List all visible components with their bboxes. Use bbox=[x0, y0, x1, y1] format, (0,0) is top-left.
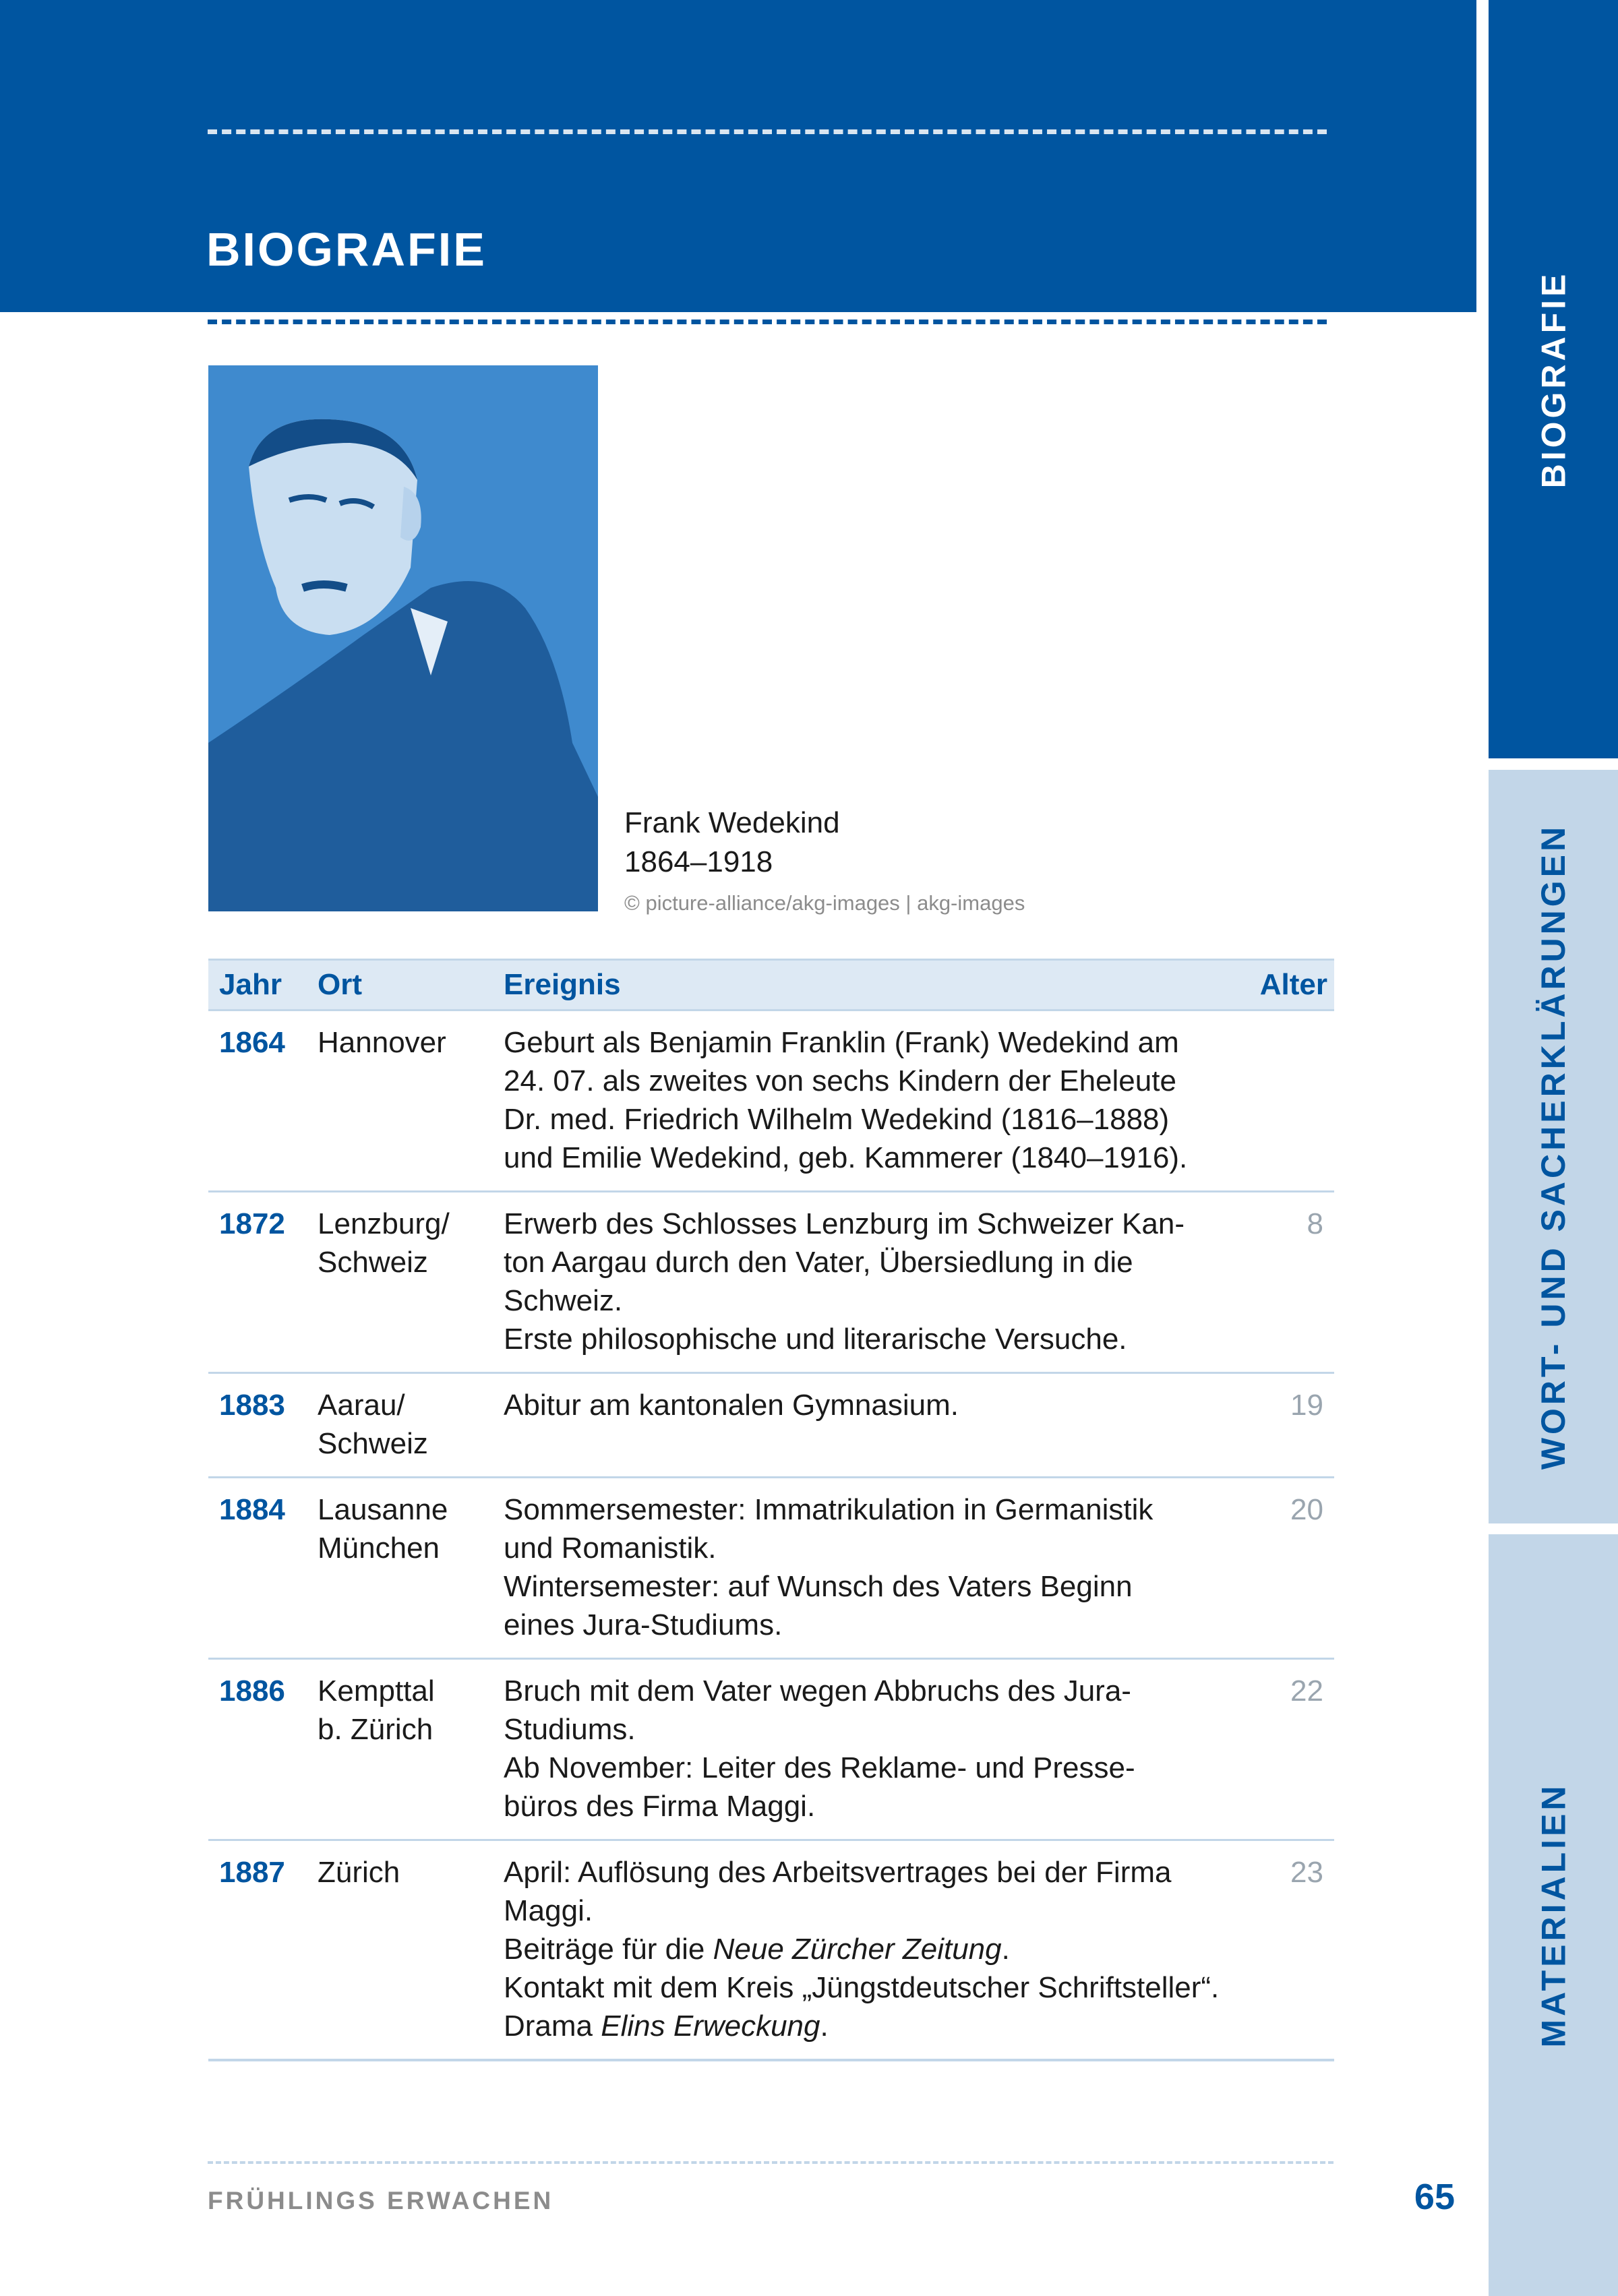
portrait-caption-years: 1864–1918 bbox=[624, 845, 773, 878]
ort-line: Lausanne bbox=[318, 1493, 448, 1526]
cell-ereignis bbox=[493, 1373, 1241, 1478]
ereignis-line: eines Jura-Studiums. bbox=[504, 1608, 783, 1641]
ort-line: Schweiz bbox=[318, 1246, 428, 1279]
ort-line: Lenzburg/ bbox=[318, 1207, 450, 1240]
ereignis-line: Studiums. bbox=[504, 1713, 636, 1746]
footer-dashed-rule bbox=[208, 2161, 1334, 2164]
ort-line: Kempttal bbox=[318, 1674, 435, 1708]
tab-materialien[interactable] bbox=[1489, 1534, 1618, 2296]
ereignis-line: ton Aargau durch den Vater, Übersiedlung in die bbox=[504, 1246, 1133, 1279]
ereignis-line: Sommersemester: Immatrikulation in Germanistik bbox=[504, 1493, 1153, 1526]
tab-biografie-label: BIOGRAFIE bbox=[1534, 270, 1573, 488]
cell-jahr: 1886 bbox=[208, 1659, 307, 1840]
ereignis-line: Erste philosophische und literarische Versuche. bbox=[504, 1323, 1127, 1356]
header-ort: Ort bbox=[307, 960, 493, 1010]
ereignis-line: und Emilie Wedekind, geb. Kammerer (1840–1916). bbox=[504, 1141, 1188, 1174]
ereignis-line bbox=[504, 2007, 1241, 2045]
ereignis-line: Abitur am kantonalen Gymnasium. bbox=[504, 1389, 959, 1422]
portrait-credit: © picture-alliance/akg-images | akg-images bbox=[624, 891, 1025, 915]
cell-jahr: 1887 bbox=[208, 1840, 307, 2061]
header-alter: Alter bbox=[1241, 960, 1334, 1010]
cell-alter: 23 bbox=[1241, 1840, 1334, 2061]
cell-ort bbox=[307, 1840, 493, 2061]
portrait-caption-name: Frank Wedekind bbox=[624, 806, 840, 839]
cell-ereignis bbox=[493, 1010, 1241, 1192]
tab-wort-und-sacherklaerungen[interactable] bbox=[1489, 770, 1618, 1523]
cell-alter: 8 bbox=[1241, 1192, 1334, 1373]
ereignis-line: büros des Firma Maggi. bbox=[504, 1790, 816, 1823]
ereignis-text: Maggi. bbox=[504, 1894, 593, 1927]
cell-alter: 19 bbox=[1241, 1373, 1334, 1478]
ereignis-line bbox=[504, 1853, 1241, 1892]
ereignis-line: Dr. med. Friedrich Wilhelm Wedekind (1816–1888) bbox=[504, 1103, 1170, 1136]
cell-jahr: 1864 bbox=[208, 1010, 307, 1192]
cell-alter bbox=[1241, 1010, 1334, 1192]
ereignis-text: Kontakt mit dem Kreis „Jüngstdeutscher Schriftsteller“. bbox=[504, 1971, 1220, 2004]
cell-ort bbox=[307, 1192, 493, 1373]
tab-materialien-label: MATERIALIEN bbox=[1534, 1782, 1573, 2048]
cell-ereignis bbox=[493, 1840, 1241, 2061]
author-portrait bbox=[208, 365, 598, 911]
footer-book-title: FRÜHLINGS ERWACHEN bbox=[208, 2187, 554, 2214]
cell-ort bbox=[307, 1373, 493, 1478]
page-number: 65 bbox=[1414, 2177, 1455, 2217]
cell-ereignis bbox=[493, 1659, 1241, 1840]
ereignis-text: April: Auflösung des Arbeitsvertrages bei der Firma bbox=[504, 1856, 1172, 1889]
header-jahr: Jahr bbox=[208, 960, 307, 1010]
table-row bbox=[208, 1659, 1334, 1840]
table-header-row bbox=[208, 960, 1334, 1010]
cell-jahr: 1884 bbox=[208, 1478, 307, 1659]
portrait-illustration bbox=[208, 365, 598, 911]
ort-line: Aarau/ bbox=[318, 1389, 405, 1422]
cell-jahr: 1883 bbox=[208, 1373, 307, 1478]
ereignis-line: Erwerb des Schlosses Lenzburg im Schweizer Kan- bbox=[504, 1207, 1185, 1240]
ereignis-line: und Romanistik. bbox=[504, 1532, 717, 1565]
ereignis-text: . bbox=[1001, 1933, 1010, 1966]
ereignis-line bbox=[504, 1968, 1241, 2007]
newspaper-title: Neue Zürcher Zeitung bbox=[713, 1933, 1002, 1966]
table-row bbox=[208, 1010, 1334, 1192]
ort-line: Zürich bbox=[318, 1856, 400, 1889]
biography-table bbox=[208, 959, 1334, 2061]
ereignis-line: Wintersemester: auf Wunsch des Vaters Beginn bbox=[504, 1570, 1133, 1603]
cell-ereignis bbox=[493, 1478, 1241, 1659]
tab-wort-label: WORT- UND SACHERKLÄRUNGEN bbox=[1534, 823, 1572, 1470]
ereignis-line bbox=[504, 1930, 1241, 1968]
cell-ort bbox=[307, 1659, 493, 1840]
ereignis-text: . bbox=[820, 2010, 829, 2043]
ort-line: b. Zürich bbox=[318, 1713, 433, 1746]
cell-alter: 20 bbox=[1241, 1478, 1334, 1659]
table-row bbox=[208, 1192, 1334, 1373]
cell-jahr: 1872 bbox=[208, 1192, 307, 1373]
ereignis-line: 24. 07. als zweites von sechs Kindern der Eheleute bbox=[504, 1064, 1176, 1097]
title-dashed-rule bbox=[208, 320, 1327, 324]
table-row bbox=[208, 1478, 1334, 1659]
header-dashed-rule bbox=[208, 129, 1327, 134]
ereignis-line: Bruch mit dem Vater wegen Abbruchs des Jura- bbox=[504, 1674, 1131, 1708]
cell-alter: 22 bbox=[1241, 1659, 1334, 1840]
tab-biografie[interactable] bbox=[1489, 0, 1618, 758]
drama-title: Elins Erweckung bbox=[601, 2010, 820, 2043]
cell-ort bbox=[307, 1478, 493, 1659]
cell-ereignis bbox=[493, 1192, 1241, 1373]
table-row bbox=[208, 1373, 1334, 1478]
ereignis-text: Beiträge für die bbox=[504, 1933, 713, 1966]
cell-ort bbox=[307, 1010, 493, 1192]
table-row bbox=[208, 1840, 1334, 2061]
ereignis-line: Ab November: Leiter des Reklame- und Presse- bbox=[504, 1751, 1135, 1784]
ort-line: Schweiz bbox=[318, 1427, 428, 1460]
ereignis-line: Geburt als Benjamin Franklin (Frank) Wedekind am bbox=[504, 1026, 1179, 1059]
ereignis-text: Drama bbox=[504, 2010, 601, 2043]
ereignis-line bbox=[504, 1892, 1241, 1930]
header-ereignis: Ereignis bbox=[493, 960, 1241, 1010]
page-title: BIOGRAFIE bbox=[206, 223, 487, 276]
ort-line: München bbox=[318, 1532, 440, 1565]
ort-line: Hannover bbox=[318, 1026, 446, 1059]
ereignis-line: Schweiz. bbox=[504, 1284, 623, 1317]
